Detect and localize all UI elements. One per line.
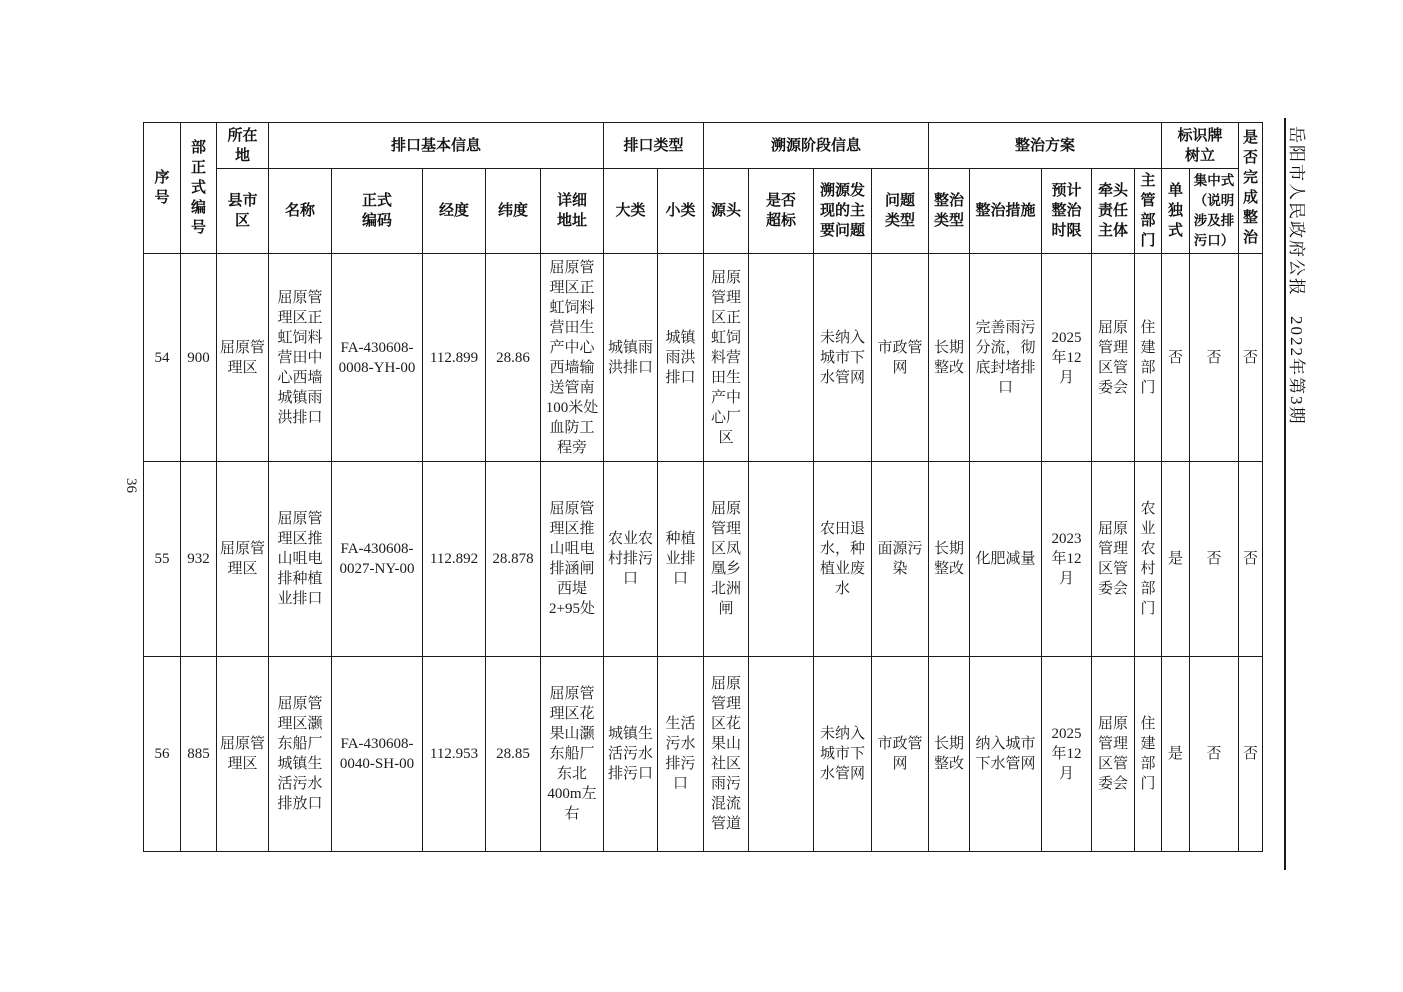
cell-name: 屈原管理区推山咀电排种植业排口 [269, 462, 332, 657]
cell-completed: 否 [1239, 254, 1263, 462]
header-minor-type: 小类 [658, 169, 704, 254]
cell-name: 屈原管理区正虹饲料营田中心西墙城镇雨洪排口 [269, 254, 332, 462]
header-source: 源头 [704, 169, 749, 254]
cell-source: 屈原管理区正虹饲料营田生产中心厂区 [704, 254, 749, 462]
outfall-rectification-table [143, 122, 1263, 852]
header-formal-code: 正式编码 [332, 169, 423, 254]
cell-rectify-measure: 纳入城市下水管网 [970, 657, 1042, 852]
cell-rectify-deadline: 2023年12月 [1042, 462, 1092, 657]
cell-main-problem: 未纳入城市下水管网 [814, 254, 872, 462]
journal-title-vertical: 岳阳市人民政府公报 2022年第3期 [1287, 126, 1306, 426]
cell-problem-type: 面源污染 [872, 462, 929, 657]
cell-rectify-type: 长期整改 [929, 254, 970, 462]
header-problem-type: 问题类型 [872, 169, 929, 254]
header-district: 县市区 [217, 169, 269, 254]
header-group-rectify-plan: 整治方案 [929, 123, 1162, 169]
cell-minor-type: 城镇雨洪排口 [658, 254, 704, 462]
cell-district: 屈原管理区 [217, 462, 269, 657]
cell-formal-code: FA-430608-0008-YH-00 [332, 254, 423, 462]
cell-standalone-sign: 是 [1162, 657, 1190, 852]
header-rectify-deadline: 预计整治时限 [1042, 169, 1092, 254]
cell-completed: 否 [1239, 657, 1263, 852]
cell-dept: 住建部门 [1135, 254, 1162, 462]
cell-rectify-measure: 化肥减量 [970, 462, 1042, 657]
cell-exceed-standard [749, 462, 814, 657]
cell-lead-body: 屈原管理区管委会 [1092, 462, 1135, 657]
cell-problem-type: 市政管网 [872, 254, 929, 462]
table-row [144, 657, 1263, 852]
cell-latitude: 28.878 [486, 462, 541, 657]
cell-formal-code: FA-430608-0040-SH-00 [332, 657, 423, 852]
cell-minor-type: 种植业排口 [658, 462, 704, 657]
header-address: 详细地址 [541, 169, 604, 254]
cell-centralized-sign: 否 [1190, 254, 1239, 462]
cell-name: 屈原管理区灏东船厂城镇生活污水排放口 [269, 657, 332, 852]
cell-rectify-type: 长期整改 [929, 462, 970, 657]
cell-lead-body: 屈原管理区管委会 [1092, 657, 1135, 852]
header-ministry-code: 部正式编号 [181, 123, 217, 254]
cell-serial: 56 [144, 657, 181, 852]
header-name: 名称 [269, 169, 332, 254]
cell-latitude: 28.85 [486, 657, 541, 852]
cell-problem-type: 市政管网 [872, 657, 929, 852]
cell-dept: 住建部门 [1135, 657, 1162, 852]
cell-standalone-sign: 是 [1162, 462, 1190, 657]
cell-address: 屈原管理区花果山灏东船厂东北400m左右 [541, 657, 604, 852]
cell-address: 屈原管理区推山咀电排涵闸西堤2+95处 [541, 462, 604, 657]
cell-longitude: 112.899 [423, 254, 486, 462]
header-completed: 是否完成整治 [1239, 123, 1263, 254]
cell-centralized-sign: 否 [1190, 657, 1239, 852]
header-longitude: 经度 [423, 169, 486, 254]
header-rectify-measure: 整治措施 [970, 169, 1042, 254]
cell-main-problem: 未纳入城市下水管网 [814, 657, 872, 852]
cell-exceed-standard [749, 254, 814, 462]
header-exceed-standard: 是否超标 [749, 169, 814, 254]
header-group-outfall-type: 排口类型 [604, 123, 704, 169]
cell-ministry-code: 900 [181, 254, 217, 462]
cell-rectify-type: 长期整改 [929, 657, 970, 852]
cell-district: 屈原管理区 [217, 657, 269, 852]
cell-minor-type: 生活污水排污口 [658, 657, 704, 852]
cell-serial: 54 [144, 254, 181, 462]
cell-longitude: 112.953 [423, 657, 486, 852]
header-group-location: 所在地 [217, 123, 269, 169]
header-main-problem: 溯源发现的主要问题 [814, 169, 872, 254]
cell-standalone-sign: 否 [1162, 254, 1190, 462]
cell-rectify-deadline: 2025年12月 [1042, 657, 1092, 852]
cell-dept: 农业农村部门 [1135, 462, 1162, 657]
header-rectify-type: 整治类型 [929, 169, 970, 254]
cell-major-type: 城镇生活污水排污口 [604, 657, 658, 852]
header-dept: 主管部门 [1135, 169, 1162, 254]
header-group-basic-info: 排口基本信息 [269, 123, 604, 169]
cell-lead-body: 屈原管理区管委会 [1092, 254, 1135, 462]
cell-formal-code: FA-430608-0027-NY-00 [332, 462, 423, 657]
cell-major-type: 农业农村排污口 [604, 462, 658, 657]
cell-address: 屈原管理区正虹饲料营田生产中心西墙输送管南100米处血防工程旁 [541, 254, 604, 462]
cell-completed: 否 [1239, 462, 1263, 657]
cell-source: 屈原管理区花果山社区雨污混流管道 [704, 657, 749, 852]
header-group-sign-setup: 标识牌树立 [1162, 123, 1239, 169]
table-row [144, 462, 1263, 657]
cell-major-type: 城镇雨洪排口 [604, 254, 658, 462]
cell-ministry-code: 885 [181, 657, 217, 852]
cell-serial: 55 [144, 462, 181, 657]
header-latitude: 纬度 [486, 169, 541, 254]
header-lead-body: 牵头责任主体 [1092, 169, 1135, 254]
cell-rectify-deadline: 2025年12月 [1042, 254, 1092, 462]
table-row [144, 254, 1263, 462]
page-number: 36 [123, 478, 139, 493]
cell-main-problem: 农田退水，种植业废水 [814, 462, 872, 657]
header-standalone-sign: 单独式 [1162, 169, 1190, 254]
cell-ministry-code: 932 [181, 462, 217, 657]
cell-longitude: 112.892 [423, 462, 486, 657]
header-serial: 序号 [144, 123, 181, 254]
cell-rectify-measure: 完善雨污分流，彻底封堵排口 [970, 254, 1042, 462]
header-major-type: 大类 [604, 169, 658, 254]
cell-centralized-sign: 否 [1190, 462, 1239, 657]
header-group-trace-info: 溯源阶段信息 [704, 123, 929, 169]
cell-source: 屈原管理区凤凰乡北洲闸 [704, 462, 749, 657]
cell-latitude: 28.86 [486, 254, 541, 462]
cell-district: 屈原管理区 [217, 254, 269, 462]
header-centralized-sign: 集中式（说明涉及排污口） [1190, 169, 1239, 254]
cell-exceed-standard [749, 657, 814, 852]
